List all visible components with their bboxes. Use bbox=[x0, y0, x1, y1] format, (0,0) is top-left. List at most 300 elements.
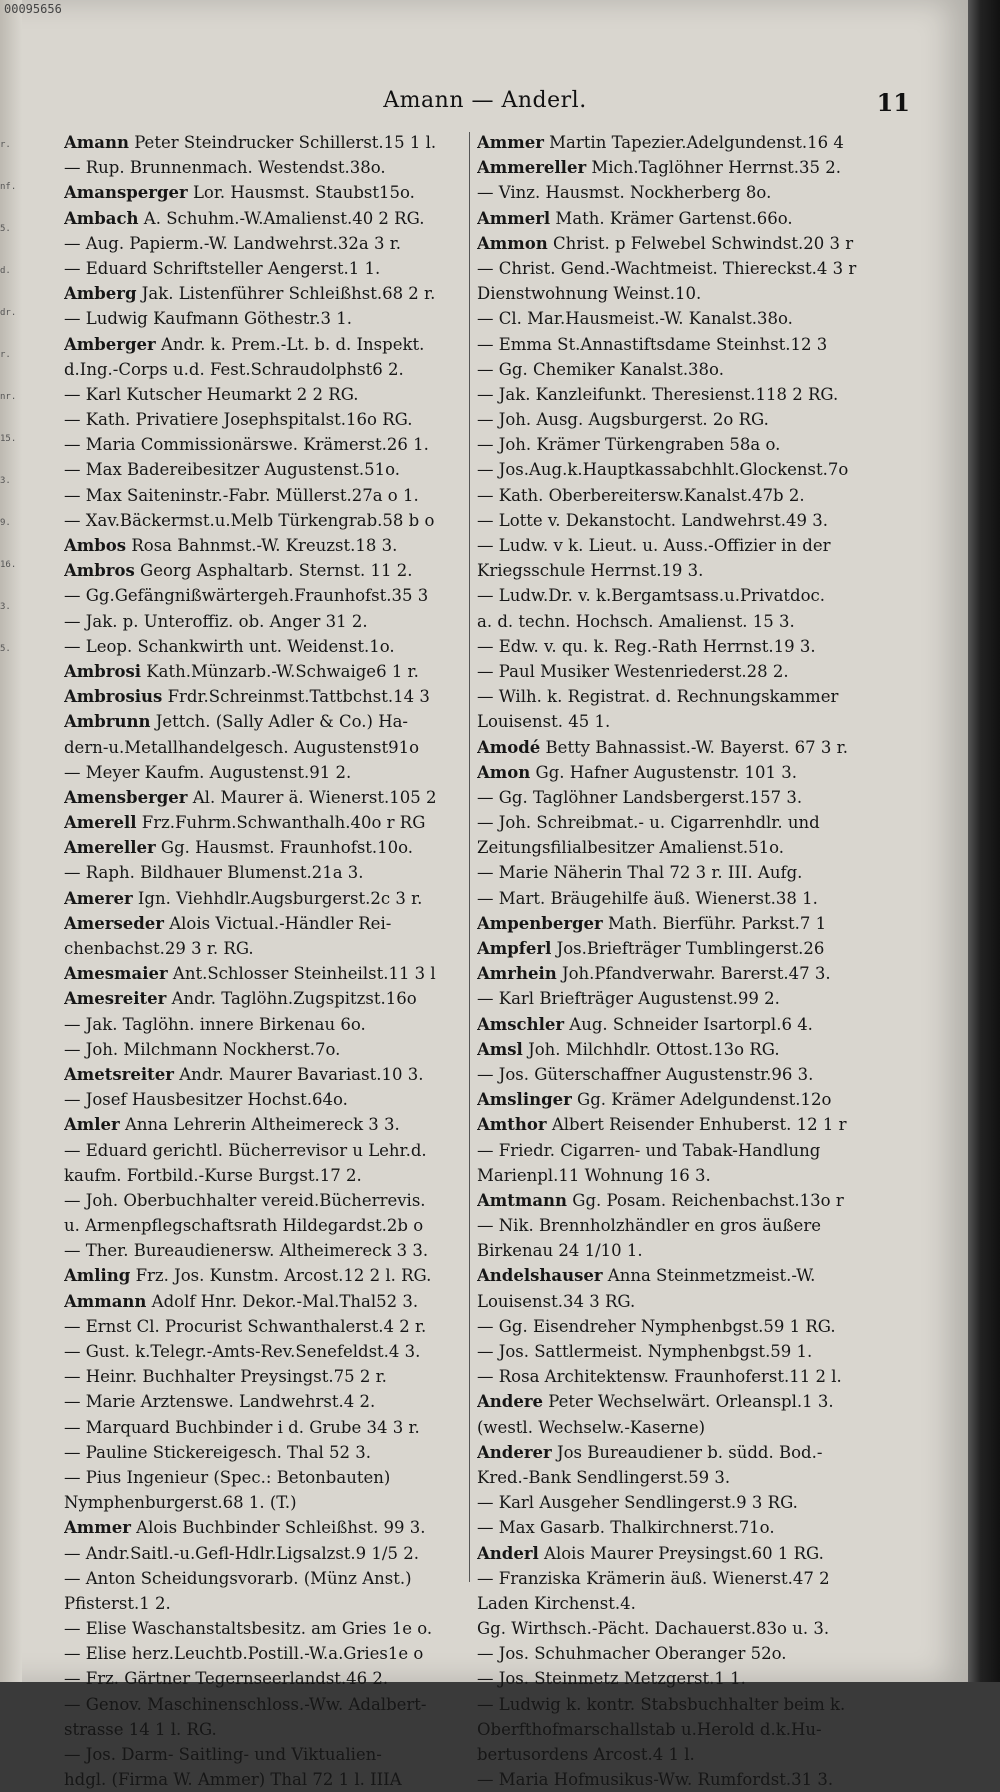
entry-text: Jettch. (Sally Adler & Co.) Ha- bbox=[150, 712, 409, 732]
entry-surname: Amerseder bbox=[64, 913, 164, 933]
directory-entry bbox=[64, 1188, 468, 1213]
directory-entry bbox=[64, 382, 468, 407]
entry-text: Peter Wechselwärt. Orleanspl.1 3. bbox=[543, 1392, 834, 1412]
entry-surname: Ammer bbox=[64, 1518, 131, 1538]
margin-mark: 5. bbox=[0, 224, 11, 234]
directory-entry bbox=[64, 1314, 468, 1339]
entry-text: — Gust. k.Telegr.-Amts-Rev.Senefeldst.4 3. bbox=[64, 1342, 421, 1361]
entry-text: Laden Kirchenst.4. bbox=[477, 1593, 636, 1613]
entry-text: — Wilh. k. Registrat. d. Rechnungskammer bbox=[477, 687, 839, 707]
directory-entry bbox=[477, 936, 881, 961]
directory-entry bbox=[64, 835, 468, 860]
entry-surname: Ampferl bbox=[477, 939, 552, 958]
entry-text: Martin Tapezier.Adelgundenst.16 4 bbox=[543, 133, 844, 152]
entry-text: Rosa Bahnmst.-W. Kreuzst.18 3. bbox=[126, 536, 398, 555]
entry-text: Andr. Maurer Bavariast.10 3. bbox=[173, 1064, 424, 1084]
directory-entry bbox=[64, 432, 468, 457]
entry-text: — Joh. Oberbuchhalter vereid.Bücherrevis. bbox=[64, 1190, 426, 1210]
entry-surname: Amsl bbox=[477, 1039, 523, 1059]
directory-entry bbox=[477, 1641, 881, 1666]
directory-entry bbox=[64, 760, 468, 785]
entry-text: dern-u.Metallhandelgesch. Augustenst91o bbox=[64, 737, 420, 757]
entry-surname: Amtmann bbox=[477, 1190, 568, 1210]
entry-surname: Amesmaier bbox=[64, 964, 168, 984]
directory-entry bbox=[477, 558, 881, 583]
entry-text: — Joh. Ausg. Augsburgerst. 2o RG. bbox=[477, 410, 769, 430]
directory-entry bbox=[477, 835, 881, 860]
directory-entry bbox=[64, 1591, 468, 1616]
directory-entry bbox=[477, 180, 881, 205]
directory-entry bbox=[477, 1541, 881, 1566]
entry-text: Alois Buchbinder Schleißhst. 99 3. bbox=[130, 1518, 426, 1538]
margin-mark: 3. bbox=[0, 602, 11, 612]
directory-entry bbox=[64, 508, 468, 533]
entry-text: Ign. Viehhdlr.Augsburgerst.2c 3 r. bbox=[132, 888, 423, 908]
entry-text: — Frz. Gärtner Tegernseerlandst.46 2. bbox=[64, 1669, 389, 1689]
directory-entry bbox=[477, 1062, 881, 1087]
entry-text: Lor. Hausmst. Staubst15o. bbox=[187, 183, 415, 203]
entry-surname: Andere bbox=[477, 1392, 544, 1412]
directory-entry bbox=[477, 1163, 881, 1188]
directory-entry bbox=[64, 1163, 468, 1188]
entry-text: Gg. Wirthsch.-Pächt. Dachauerst.83o u. 3. bbox=[477, 1619, 830, 1639]
entry-text: bertusordens Arcost.4 1 l. bbox=[477, 1745, 695, 1764]
margin-mark: 3. bbox=[0, 476, 11, 486]
page-title: Amann — Anderl. bbox=[383, 88, 587, 113]
directory-entry bbox=[477, 1012, 881, 1037]
right-column bbox=[477, 130, 881, 1792]
directory-entry bbox=[64, 1666, 468, 1691]
directory-entry bbox=[477, 1767, 881, 1792]
directory-entry bbox=[64, 1717, 468, 1742]
entry-surname: Amslinger bbox=[477, 1090, 572, 1110]
entry-text: — Ther. Bureaudienersw. Altheimereck 3 3. bbox=[64, 1241, 429, 1261]
entry-surname: Ammereller bbox=[477, 158, 587, 178]
entry-text: — Vinz. Hausmst. Nockherberg 8o. bbox=[477, 183, 772, 203]
entry-text: Louisenst. 45 1. bbox=[477, 712, 611, 732]
directory-entry bbox=[477, 1465, 881, 1490]
entry-text: Zeitungsfilialbesitzer Amalienst.51o. bbox=[477, 838, 784, 858]
directory-entry bbox=[477, 1213, 881, 1238]
entry-text: — Friedr. Cigarren- und Tabak-Handlung bbox=[477, 1140, 821, 1160]
directory-entry bbox=[64, 357, 468, 382]
directory-entry bbox=[64, 1364, 468, 1389]
directory-entry bbox=[64, 1238, 468, 1263]
directory-entry bbox=[477, 1112, 881, 1137]
directory-entry bbox=[64, 256, 468, 281]
entry-text: Birkenau 24 1/10 1. bbox=[477, 1241, 643, 1261]
directory-entry bbox=[64, 155, 468, 180]
directory-entry bbox=[477, 1666, 881, 1691]
margin-mark: nr. bbox=[0, 392, 17, 402]
directory-entry bbox=[64, 1213, 468, 1238]
entry-text: Betty Bahnassist.-W. Bayerst. 67 3 r. bbox=[540, 737, 848, 757]
directory-entry bbox=[64, 1339, 468, 1364]
entry-surname: Ambros bbox=[64, 561, 135, 581]
page-number: 11 bbox=[876, 88, 910, 117]
entry-text: Aug. Schneider Isartorpl.6 4. bbox=[564, 1014, 813, 1034]
directory-entry bbox=[64, 231, 468, 256]
directory-entry bbox=[477, 306, 881, 331]
directory-entry bbox=[64, 1087, 468, 1112]
directory-entry bbox=[477, 1515, 881, 1540]
entry-text: Frz.Fuhrm.Schwanthalh.40o r RG bbox=[136, 813, 426, 833]
directory-entry bbox=[64, 1641, 468, 1666]
entry-surname: Ambrosi bbox=[64, 661, 142, 681]
directory-entry bbox=[477, 1717, 881, 1742]
directory-entry bbox=[64, 1037, 468, 1062]
entry-text: — Kath. Privatiere Josephspitalst.16o RG. bbox=[64, 410, 413, 430]
entry-text: — Lotte v. Dekanstocht. Landwehrst.49 3. bbox=[477, 510, 828, 530]
entry-text: — Ludw.Dr. v. k.Bergamtsass.u.Privatdoc. bbox=[477, 586, 826, 606]
entry-text: — Maria Commissionärswe. Krämerst.26 1. bbox=[64, 435, 429, 455]
entry-text: A. Schuhm.-W.Amalienst.40 2 RG. bbox=[138, 208, 425, 228]
directory-entry bbox=[477, 1188, 881, 1213]
directory-entry bbox=[64, 457, 468, 482]
entry-surname: Andelshauser bbox=[477, 1266, 603, 1286]
directory-entry bbox=[477, 357, 881, 382]
directory-entry bbox=[64, 886, 468, 911]
entry-text: Anna Steinmetzmeist.-W. bbox=[602, 1266, 816, 1286]
directory-entry bbox=[64, 1541, 468, 1566]
directory-entry bbox=[477, 684, 881, 709]
entry-text: — Josef Hausbesitzer Hochst.64o. bbox=[64, 1090, 348, 1110]
directory-entry bbox=[477, 961, 881, 986]
directory-entry bbox=[64, 1062, 468, 1087]
entry-text: — Jos. Steinmetz Metzgerst.1 1. bbox=[477, 1669, 746, 1689]
entry-text: Marienpl.11 Wohnung 16 3. bbox=[477, 1165, 711, 1185]
entry-surname: Amesreiter bbox=[64, 989, 167, 1009]
column-divider bbox=[469, 132, 470, 1582]
directory-entry bbox=[64, 1415, 468, 1440]
directory-entry bbox=[64, 860, 468, 885]
directory-entry bbox=[477, 1415, 881, 1440]
entry-text: — Christ. Gend.-Wachtmeist. Thiereckst.4 3 r bbox=[477, 258, 857, 278]
directory-entry bbox=[64, 130, 468, 155]
directory-entry bbox=[477, 886, 881, 911]
entry-text: — Marie Arztenswe. Landwehrst.4 2. bbox=[64, 1392, 376, 1412]
entry-surname: Amthor bbox=[477, 1115, 547, 1135]
entry-text: — Paul Musiker Westenriederst.28 2. bbox=[477, 661, 789, 681]
entry-text: Kriegsschule Herrnst.19 3. bbox=[477, 561, 704, 581]
directory-entry bbox=[64, 1616, 468, 1641]
entry-text: — Nik. Brennholzhändler en gros äußere bbox=[477, 1216, 821, 1236]
directory-entry bbox=[477, 407, 881, 432]
directory-entry bbox=[64, 1138, 468, 1163]
directory-entry bbox=[477, 130, 881, 155]
margin-mark: 16. bbox=[0, 560, 17, 570]
directory-entry bbox=[477, 1263, 881, 1288]
entry-text: — Xav.Bäckermst.u.Melb Türkengrab.58 b o bbox=[64, 510, 435, 530]
entry-text: — Andr.Saitl.-u.Gefl-Hdlr.Ligsalzst.9 1/5 2. bbox=[64, 1543, 419, 1563]
directory-entry bbox=[64, 407, 468, 432]
entry-text: — Heinr. Buchhalter Preysingst.75 2 r. bbox=[64, 1367, 387, 1387]
directory-entry bbox=[477, 483, 881, 508]
directory-entry bbox=[477, 785, 881, 810]
directory-entry bbox=[477, 281, 881, 306]
directory-entry bbox=[64, 1767, 468, 1792]
directory-entry bbox=[64, 1465, 468, 1490]
entry-text: — Rosa Architektensw. Fraunhoferst.11 2 l. bbox=[477, 1367, 842, 1387]
margin-mark: dr. bbox=[0, 308, 17, 318]
directory-entry bbox=[477, 659, 881, 684]
entry-surname: Amann bbox=[64, 133, 129, 152]
entry-text: — Pius Ingenieur (Spec.: Betonbauten) bbox=[64, 1467, 391, 1487]
entry-surname: Ambrunn bbox=[64, 712, 151, 732]
entry-text: Gg. Hafner Augustenstr. 101 3. bbox=[530, 762, 797, 782]
entry-text: — Max Gasarb. Thalkirchnerst.71o. bbox=[477, 1518, 775, 1538]
directory-entry bbox=[477, 206, 881, 231]
entry-text: — Anton Scheidungsvorarb. (Münz Anst.) bbox=[64, 1568, 412, 1588]
book-spine bbox=[968, 0, 1000, 1682]
entry-text: — Meyer Kaufm. Augustenst.91 2. bbox=[64, 762, 352, 782]
entry-surname: Amodé bbox=[477, 737, 541, 757]
directory-entry bbox=[477, 911, 881, 936]
corner-code: 00095656 bbox=[4, 2, 62, 16]
entry-text: — Marie Näherin Thal 72 3 r. III. Aufg. bbox=[477, 863, 803, 883]
directory-entry bbox=[477, 1616, 881, 1641]
directory-entry bbox=[477, 609, 881, 634]
entry-text: (westl. Wechselw.-Kaserne) bbox=[477, 1417, 706, 1437]
directory-entry bbox=[477, 1742, 881, 1767]
entry-text: Peter Steindrucker Schillerst.15 1 l. bbox=[128, 133, 437, 152]
entry-surname: Amling bbox=[64, 1266, 131, 1286]
entry-surname: Amerell bbox=[64, 813, 137, 833]
entry-text: Jos.Briefträger Tumblingerst.26 bbox=[551, 939, 825, 958]
entry-text: — Ludwig Kaufmann Göthestr.3 1. bbox=[64, 309, 353, 329]
entry-surname: Amon bbox=[477, 762, 531, 782]
entry-surname: Ampenberger bbox=[477, 913, 603, 933]
entry-text: — Gg.Gefängnißwärtergeh.Fraunhofst.35 3 bbox=[64, 586, 429, 606]
margin-mark: r. bbox=[0, 140, 11, 150]
entry-text: — Elise herz.Leuchtb.Postill.-W.a.Gries1e o bbox=[64, 1644, 424, 1664]
entry-text: — Rup. Brunnenmach. Westendst.38o. bbox=[64, 158, 386, 178]
directory-entry bbox=[477, 508, 881, 533]
entry-text: — Joh. Krämer Türkengraben 58a o. bbox=[477, 435, 781, 455]
directory-entry bbox=[64, 659, 468, 684]
directory-entry bbox=[477, 533, 881, 558]
directory-entry bbox=[64, 961, 468, 986]
directory-entry bbox=[64, 1440, 468, 1465]
entry-text: Joh.Pfandverwahr. Barerst.47 3. bbox=[556, 964, 831, 984]
entry-text: — Ernst Cl. Procurist Schwanthalerst.4 2 r. bbox=[64, 1316, 427, 1336]
entry-text: Al. Maurer ä. Wienerst.105 2 bbox=[187, 787, 437, 807]
entry-text: — Edw. v. qu. k. Reg.-Rath Herrnst.19 3. bbox=[477, 636, 816, 656]
entry-text: — Jak. p. Unteroffiz. ob. Anger 31 2. bbox=[64, 611, 368, 631]
directory-entry bbox=[477, 256, 881, 281]
directory-entry bbox=[477, 735, 881, 760]
entry-text: — Elise Waschanstaltsbesitz. am Gries 1e o. bbox=[64, 1619, 433, 1639]
directory-entry bbox=[477, 1339, 881, 1364]
margin-mark: 9. bbox=[0, 518, 11, 528]
entry-text: — Eduard Schriftsteller Aengerst.1 1. bbox=[64, 258, 381, 278]
directory-entry bbox=[64, 1692, 468, 1717]
entry-text: Jos Bureaudiener b. südd. Bod.- bbox=[551, 1442, 823, 1462]
directory-entry bbox=[64, 1112, 468, 1137]
entry-text: — Gg. Eisendreher Nymphenbgst.59 1 RG. bbox=[477, 1316, 836, 1336]
entry-text: Mich.Taglöhner Herrnst.35 2. bbox=[586, 158, 842, 178]
margin-mark: 5. bbox=[0, 644, 11, 654]
entry-text: a. d. techn. Hochsch. Amalienst. 15 3. bbox=[477, 611, 795, 631]
directory-entry bbox=[64, 785, 468, 810]
left-column bbox=[64, 130, 468, 1792]
entry-text: Anna Lehrerin Altheimereck 3 3. bbox=[119, 1115, 400, 1135]
directory-entry bbox=[64, 583, 468, 608]
directory-entry bbox=[477, 1238, 881, 1263]
directory-entry bbox=[477, 1364, 881, 1389]
entry-surname: Amansperger bbox=[64, 183, 188, 203]
directory-entry bbox=[64, 206, 468, 231]
directory-entry bbox=[477, 382, 881, 407]
directory-entry bbox=[64, 533, 468, 558]
margin-mark: d. bbox=[0, 266, 11, 276]
entry-surname: Anderer bbox=[477, 1442, 552, 1462]
directory-entry bbox=[64, 735, 468, 760]
entry-text: — Emma St.Annastiftsdame Steinhst.12 3 bbox=[477, 334, 828, 354]
entry-text: Joh. Milchhdlr. Ottost.13o RG. bbox=[522, 1039, 780, 1059]
entry-surname: Ammer bbox=[477, 133, 544, 152]
entry-surname: Amler bbox=[64, 1115, 120, 1135]
directory-entry bbox=[477, 860, 881, 885]
entry-surname: Amensberger bbox=[64, 787, 188, 807]
entry-text: Andr. Taglöhn.Zugspitzst.16o bbox=[166, 989, 417, 1009]
entry-text: kaufm. Fortbild.-Kurse Burgst.17 2. bbox=[64, 1165, 362, 1185]
margin-mark: 15. bbox=[0, 434, 17, 444]
directory-entry bbox=[477, 1289, 881, 1314]
entry-text: — Franziska Krämerin äuß. Wienerst.47 2 bbox=[477, 1568, 830, 1588]
entry-text: — Joh. Schreibmat.- u. Cigarrenhdlr. und bbox=[477, 813, 820, 833]
directory-entry bbox=[477, 1037, 881, 1062]
directory-entry bbox=[64, 180, 468, 205]
directory-entry bbox=[64, 1289, 468, 1314]
entry-text: — Leop. Schankwirth unt. Weidenst.1o. bbox=[64, 636, 395, 656]
entry-text: — Karl Briefträger Augustenst.99 2. bbox=[477, 989, 780, 1009]
entry-text: Math. Bierführ. Parkst.7 1 bbox=[602, 913, 827, 933]
entry-text: — Maria Hofmusikus-Ww. Rumfordst.31 3. bbox=[477, 1770, 834, 1790]
directory-entry bbox=[64, 558, 468, 583]
entry-text: — Ludwig k. kontr. Stabsbuchhalter beim k. bbox=[477, 1694, 846, 1714]
entry-text: — Karl Kutscher Heumarkt 2 2 RG. bbox=[64, 384, 359, 404]
entry-surname: Anderl bbox=[477, 1543, 539, 1563]
directory-entry bbox=[477, 634, 881, 659]
directory-entry bbox=[477, 1138, 881, 1163]
directory-entry bbox=[64, 1515, 468, 1540]
entry-text: Kred.-Bank Sendlingerst.59 3. bbox=[477, 1467, 731, 1487]
directory-entry bbox=[477, 332, 881, 357]
entry-surname: Ammon bbox=[477, 233, 548, 253]
entry-text: Frdr.Schreinmst.Tattbchst.14 3 bbox=[162, 687, 430, 707]
entry-text: Frz. Jos. Kunstm. Arcost.12 2 l. RG. bbox=[130, 1266, 432, 1286]
entry-text: — Joh. Milchmann Nockherst.7o. bbox=[64, 1039, 341, 1059]
entry-text: — Mart. Bräugehilfe äuß. Wienerst.38 1. bbox=[477, 888, 818, 908]
directory-entry bbox=[64, 709, 468, 734]
directory-entry bbox=[64, 281, 468, 306]
directory-entry bbox=[64, 1742, 468, 1767]
entry-surname: Amberg bbox=[64, 284, 137, 304]
directory-entry bbox=[477, 583, 881, 608]
entry-text: Christ. p Felwebel Schwindst.20 3 r bbox=[547, 233, 854, 253]
entry-text: Jak. Listenführer Schleißhst.68 2 r. bbox=[136, 284, 436, 304]
entry-text: — Cl. Mar.Hausmeist.-W. Kanalst.38o. bbox=[477, 309, 793, 329]
entry-surname: Ametsreiter bbox=[64, 1064, 174, 1084]
entry-surname: Ambos bbox=[64, 536, 127, 555]
directory-entry bbox=[477, 457, 881, 482]
directory-entry bbox=[64, 684, 468, 709]
entry-text: chenbachst.29 3 r. RG. bbox=[64, 939, 254, 958]
entry-text: — Jos. Darm- Saitling- und Viktualien- bbox=[64, 1745, 382, 1764]
directory-entry bbox=[477, 1692, 881, 1717]
entry-text: — Jos. Schuhmacher Oberanger 52o. bbox=[477, 1644, 787, 1664]
entry-text: — Gg. Taglöhner Landsbergerst.157 3. bbox=[477, 787, 803, 807]
entry-text: Gg. Posam. Reichenbachst.13o r bbox=[567, 1190, 844, 1210]
entry-text: Georg Asphaltarb. Sternst. 11 2. bbox=[134, 561, 413, 581]
entry-text: — Jak. Taglöhn. innere Birkenau 6o. bbox=[64, 1014, 366, 1034]
directory-entry bbox=[477, 1490, 881, 1515]
entry-text: Andr. k. Prem.-Lt. b. d. Inspekt. bbox=[155, 334, 425, 354]
entry-text: Pfisterst.1 2. bbox=[64, 1593, 171, 1613]
directory-entry bbox=[64, 911, 468, 936]
entry-surname: Ammerl bbox=[477, 208, 551, 228]
directory-entry bbox=[477, 709, 881, 734]
entry-text: — Aug. Papierm.-W. Landwehrst.32a 3 r. bbox=[64, 233, 402, 253]
entry-text: — Eduard gerichtl. Bücherrevisor u Lehr.d. bbox=[64, 1140, 427, 1160]
entry-text: Alois Victual.-Händler Rei- bbox=[163, 913, 392, 933]
entry-text: — Genov. Maschinenschloss.-Ww. Adalbert- bbox=[64, 1694, 427, 1714]
entry-surname: Ambrosius bbox=[64, 687, 163, 707]
entry-text: — Jos. Güterschaffner Augustenstr.96 3. bbox=[477, 1064, 814, 1084]
entry-text: — Marquard Buchbinder i d. Grube 34 3 r. bbox=[64, 1417, 420, 1437]
margin-mark: nf. bbox=[0, 182, 17, 192]
entry-surname: Ammann bbox=[64, 1291, 147, 1311]
entry-text: — Max Saiteninstr.-Fabr. Müllerst.27a o 1. bbox=[64, 485, 419, 505]
entry-text: — Karl Ausgeher Sendlingerst.9 3 RG. bbox=[477, 1493, 798, 1513]
directory-entry bbox=[477, 810, 881, 835]
directory-entry bbox=[64, 332, 468, 357]
entry-text: Gg. Hausmst. Fraunhofst.10o. bbox=[155, 838, 414, 858]
entry-text: — Pauline Stickereigesch. Thal 52 3. bbox=[64, 1442, 372, 1462]
entry-text: — Jos. Sattlermeist. Nymphenbgst.59 1. bbox=[477, 1342, 813, 1361]
directory-entry bbox=[64, 810, 468, 835]
margin-mark: r. bbox=[0, 350, 11, 360]
directory-entry bbox=[64, 483, 468, 508]
entry-text: — Jos.Aug.k.Hauptkassabchhlt.Glockenst.7o bbox=[477, 460, 849, 480]
entry-text: Alois Maurer Preysingst.60 1 RG. bbox=[538, 1543, 824, 1563]
directory-entry bbox=[477, 1389, 881, 1414]
entry-text: hdgl. (Firma W. Ammer) Thal 72 1 l. IIIA bbox=[64, 1770, 402, 1790]
directory-entry bbox=[64, 1566, 468, 1591]
entry-text: — Raph. Bildhauer Blumenst.21a 3. bbox=[64, 863, 364, 883]
entry-text: Math. Krämer Gartenst.66o. bbox=[550, 208, 793, 228]
entry-text: d.Ing.-Corps u.d. Fest.Schraudolphst6 2. bbox=[64, 359, 404, 379]
page-header bbox=[60, 88, 910, 122]
entry-surname: Amereller bbox=[64, 838, 156, 858]
directory-entry bbox=[477, 155, 881, 180]
margin-marks bbox=[0, 140, 20, 686]
entry-surname: Amerer bbox=[64, 888, 133, 908]
entry-text: Louisenst.34 3 RG. bbox=[477, 1291, 636, 1311]
directory-entry bbox=[477, 986, 881, 1011]
directory-entry bbox=[477, 1591, 881, 1616]
entry-text: Gg. Krämer Adelgundenst.12o bbox=[571, 1090, 832, 1110]
entry-text: — Max Badereibesitzer Augustenst.51o. bbox=[64, 460, 400, 480]
entry-text: — Jak. Kanzleifunkt. Theresienst.118 2 RG. bbox=[477, 384, 839, 404]
entry-text: — Ludw. v k. Lieut. u. Auss.-Offizier in der bbox=[477, 536, 831, 555]
directory-entry bbox=[64, 1012, 468, 1037]
directory-entry bbox=[477, 760, 881, 785]
directory-entry bbox=[64, 1389, 468, 1414]
entry-surname: Amrhein bbox=[477, 964, 557, 984]
entry-text: — Gg. Chemiker Kanalst.38o. bbox=[477, 359, 724, 379]
